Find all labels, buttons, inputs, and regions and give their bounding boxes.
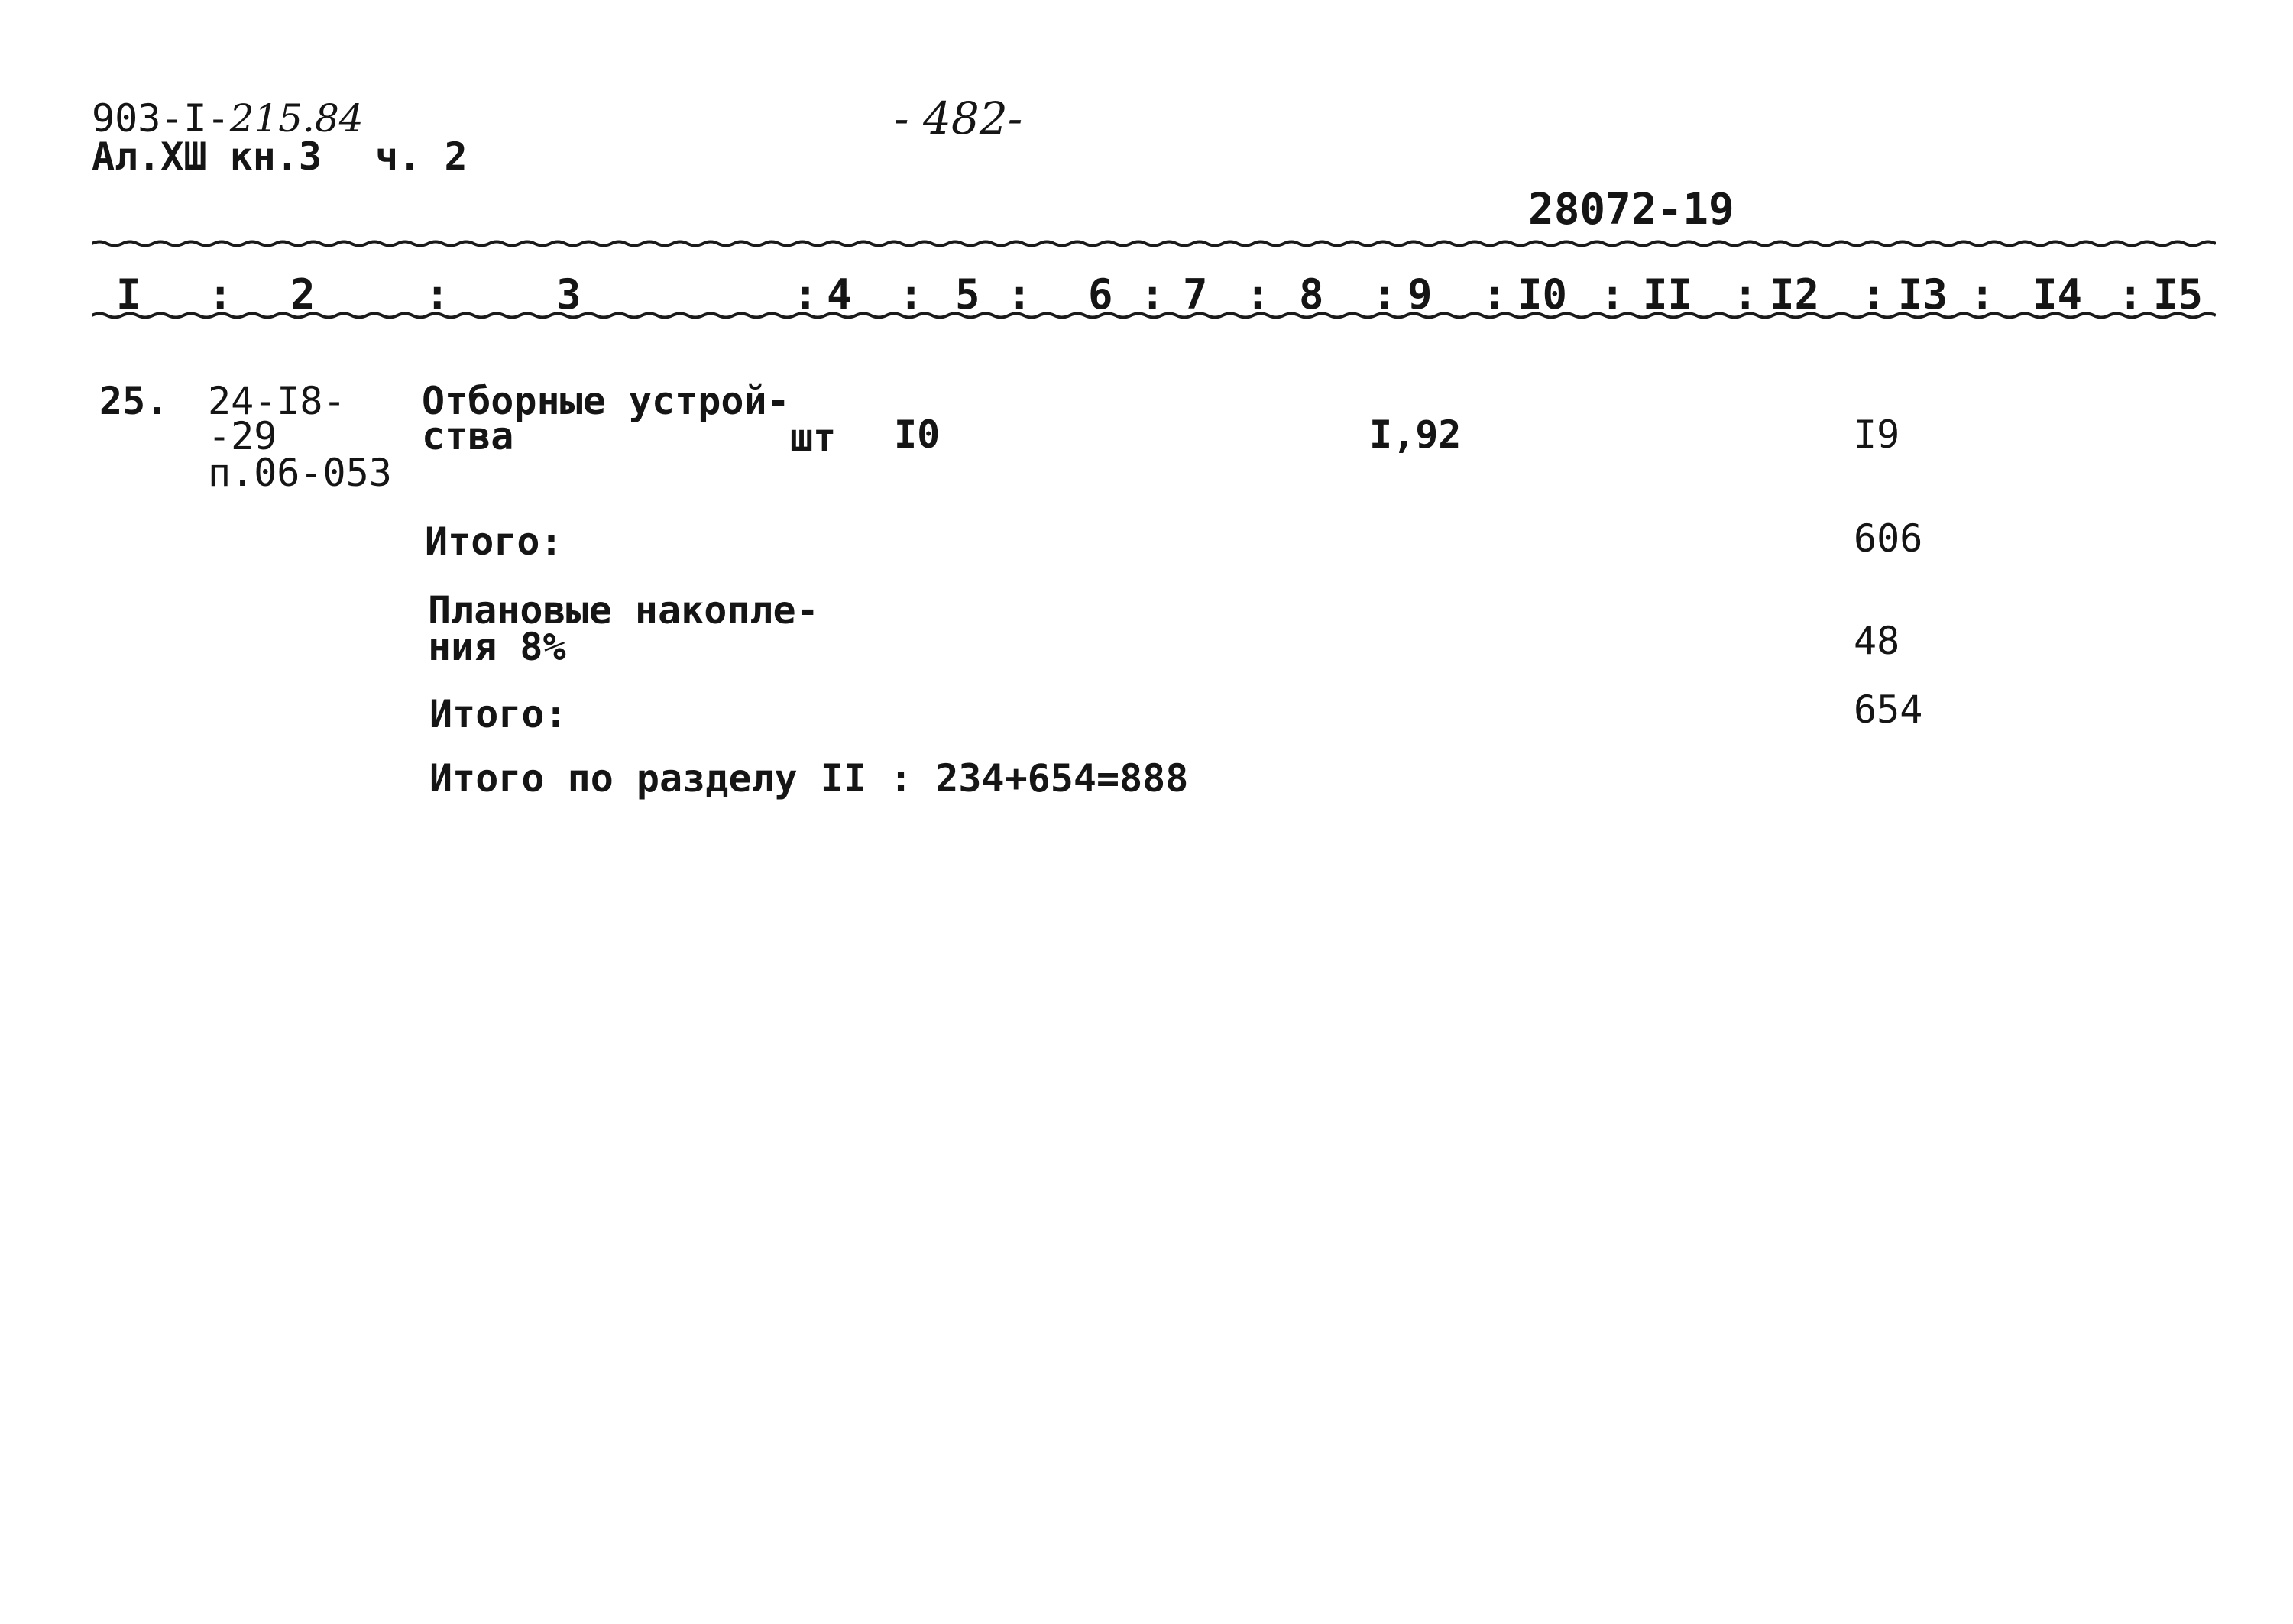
column-number: 6 [1088, 270, 1113, 319]
row-number: 25. [99, 379, 169, 423]
column-number: I4 [2032, 270, 2083, 319]
section-total: Итого по разделу II : 234+654=888 [429, 756, 1189, 801]
unit-cell: шт [790, 416, 837, 460]
rate-code-line: -29 [208, 414, 277, 458]
column-separator: : [425, 270, 450, 319]
column-separator: : [1861, 270, 1887, 319]
page-number: - 482- [894, 92, 1023, 144]
column-separator: : [1140, 270, 1165, 319]
album-line [92, 134, 468, 179]
column-separator: : [1733, 270, 1758, 319]
column-separator: : [2118, 270, 2143, 319]
summary-value: 606 [1854, 516, 1923, 561]
part-label: ч. 2 [375, 134, 468, 179]
item-name-line: Отборные устрой- [422, 379, 790, 423]
summary-label: Итого: [425, 519, 563, 564]
summary-label: Плановые накопле- [428, 588, 819, 632]
column-number: I [116, 270, 141, 319]
rate-code-line: п.06-053 [208, 451, 392, 495]
column-number: I2 [1770, 270, 1820, 319]
summary-value: 654 [1854, 687, 1923, 732]
rate-code-line: 24-I8- [208, 379, 346, 423]
column-number: 7 [1183, 270, 1208, 319]
column-number: 9 [1407, 270, 1433, 319]
column-number: 8 [1299, 270, 1324, 319]
column-separator: : [899, 270, 924, 319]
unit-price-cell: I,92 [1369, 412, 1462, 457]
column-number: I5 [2153, 270, 2204, 319]
column-separator: : [1007, 270, 1032, 319]
column-number: 5 [955, 270, 980, 319]
column-number: I3 [1898, 270, 1948, 319]
column-separator: : [1600, 270, 1625, 319]
column-number: II [1643, 270, 1693, 319]
item-name-line: ства [422, 414, 514, 458]
column-separator: : [793, 270, 818, 319]
column-separator: : [1482, 270, 1508, 319]
summary-label: ния 8% [428, 625, 566, 669]
column-number: 2 [290, 270, 316, 319]
summary-value: 48 [1854, 619, 1900, 663]
top-rule [92, 238, 2216, 249]
doc-code-prefix: 903-I- [92, 96, 230, 141]
column-separator: : [1970, 270, 1995, 319]
column-number: 3 [556, 270, 581, 319]
column-number: 4 [827, 270, 852, 319]
doc-code [92, 96, 364, 141]
summary-label: Итого: [429, 692, 568, 736]
total-cost-cell: I9 [1854, 412, 1900, 457]
column-separator: : [208, 270, 233, 319]
quantity-cell: I0 [894, 412, 941, 457]
column-separator: : [1372, 270, 1397, 319]
doc-code-handwritten: 215.84 [229, 96, 364, 141]
album-book: Ал.XШ кн.3 [92, 134, 322, 179]
column-number: I0 [1517, 270, 1568, 319]
stamp-number: 28072-19 [1528, 185, 1734, 235]
column-separator: : [1245, 270, 1271, 319]
